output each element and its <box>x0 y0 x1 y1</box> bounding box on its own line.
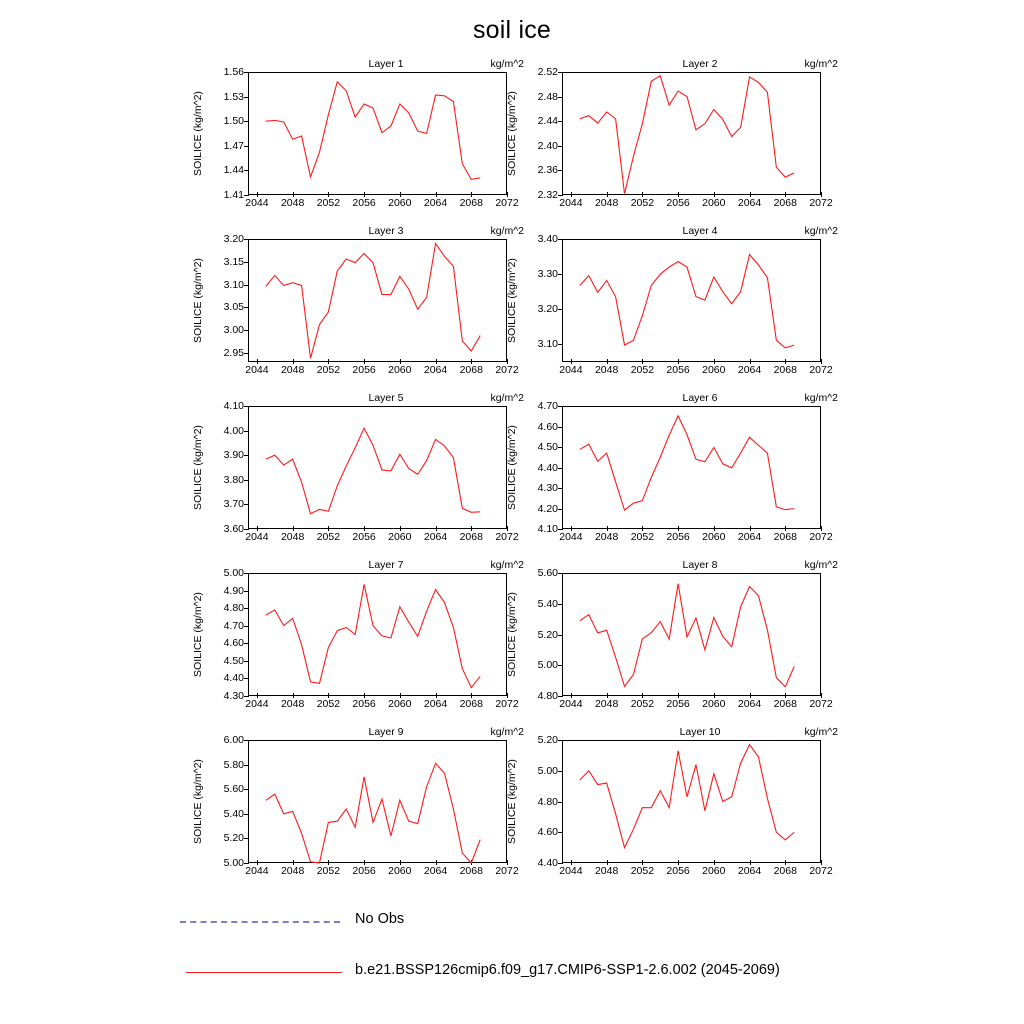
y-axis-label: SOILICE (kg/m^2) <box>192 759 204 844</box>
y-tick-label: 5.00 <box>223 567 244 579</box>
y-tick-label: 3.10 <box>223 278 244 291</box>
panel-title: Layer 10 <box>679 726 721 738</box>
x-tick-label: 2056 <box>352 865 376 877</box>
y-tick-label: 1.44 <box>223 164 244 177</box>
y-tick-labels <box>508 400 558 535</box>
x-tick-label: 2064 <box>423 698 448 710</box>
x-tick-labels <box>245 865 519 879</box>
y-tick-label: 4.50 <box>537 441 558 453</box>
series-line <box>248 740 507 863</box>
x-tick-mark <box>821 860 822 865</box>
series-line <box>248 72 507 195</box>
x-tick-labels <box>559 698 833 712</box>
panel-header <box>248 392 524 406</box>
chart-panel <box>508 225 838 392</box>
x-tick-label: 2056 <box>352 364 376 376</box>
panel-header <box>562 726 838 740</box>
y-tick-label: 1.47 <box>223 139 244 152</box>
y-tick-label: 3.30 <box>537 268 558 281</box>
y-tick-label: 4.90 <box>223 584 244 597</box>
run-line-swatch <box>186 972 342 973</box>
y-tick-label: 5.20 <box>537 734 558 746</box>
y-tick-label: 5.60 <box>223 783 244 796</box>
y-tick-mark <box>558 863 563 864</box>
x-tick-label: 2060 <box>702 364 726 376</box>
x-tick-label: 2044 <box>559 531 583 543</box>
x-tick-label: 2052 <box>316 865 341 877</box>
chart-panel <box>194 392 524 559</box>
y-axis-label: SOILICE (kg/m^2) <box>192 592 204 677</box>
y-tick-label: 4.40 <box>537 857 558 869</box>
series-line <box>248 573 507 696</box>
x-tick-label: 2056 <box>352 531 376 543</box>
x-tick-label: 2068 <box>459 865 483 877</box>
x-tick-label: 2064 <box>423 531 448 543</box>
y-tick-label: 4.30 <box>537 482 558 494</box>
x-tick-label: 2064 <box>737 531 762 543</box>
x-tick-label: 2068 <box>459 531 483 543</box>
x-tick-label: 2044 <box>559 698 583 710</box>
x-tick-label: 2068 <box>773 197 797 209</box>
y-tick-labels <box>194 734 244 869</box>
x-tick-label: 2068 <box>773 364 797 376</box>
series-line <box>562 72 821 195</box>
y-tick-label: 5.80 <box>223 758 244 771</box>
x-tick-label: 2048 <box>594 698 619 710</box>
x-tick-label: 2064 <box>423 197 448 209</box>
y-tick-label: 2.52 <box>537 66 558 78</box>
series-line <box>248 406 507 529</box>
x-tick-label: 2052 <box>316 531 341 543</box>
x-tick-label: 2060 <box>702 865 726 877</box>
y-tick-label: 4.10 <box>223 400 244 412</box>
x-tick-label: 2048 <box>280 698 305 710</box>
y-axis-label: SOILICE (kg/m^2) <box>192 258 204 343</box>
x-tick-label: 2048 <box>280 531 305 543</box>
x-tick-labels <box>559 865 833 879</box>
y-tick-label: 5.60 <box>537 567 558 579</box>
series-line <box>562 406 821 529</box>
y-tick-label: 2.44 <box>537 115 558 128</box>
y-axis-label: SOILICE (kg/m^2) <box>506 592 518 677</box>
x-tick-label: 2044 <box>245 197 269 209</box>
y-tick-label: 4.80 <box>537 795 558 808</box>
y-axis-label: SOILICE (kg/m^2) <box>506 258 518 343</box>
x-tick-label: 2072 <box>809 698 833 710</box>
x-tick-label: 2044 <box>559 865 583 877</box>
chart-panel <box>194 559 524 726</box>
y-tick-label: 4.60 <box>537 420 558 433</box>
y-tick-label: 4.40 <box>223 672 244 685</box>
series-line <box>248 239 507 362</box>
y-tick-label: 4.20 <box>537 502 558 515</box>
y-axis-label: SOILICE (kg/m^2) <box>506 425 518 510</box>
x-tick-label: 2060 <box>702 197 726 209</box>
y-tick-label: 1.50 <box>223 115 244 128</box>
x-tick-label: 2056 <box>666 865 690 877</box>
x-tick-label: 2048 <box>280 865 305 877</box>
x-tick-label: 2072 <box>809 531 833 543</box>
panel-header <box>248 225 524 239</box>
x-tick-label: 2048 <box>594 197 619 209</box>
y-tick-label: 5.00 <box>537 764 558 777</box>
y-tick-label: 3.90 <box>223 449 244 462</box>
y-tick-label: 3.40 <box>537 233 558 245</box>
y-tick-label: 3.20 <box>537 303 558 316</box>
x-tick-mark <box>821 192 822 197</box>
panel-title: Layer 7 <box>368 559 404 571</box>
x-tick-label: 2056 <box>352 197 376 209</box>
y-axis-label: SOILICE (kg/m^2) <box>192 425 204 510</box>
panel-header <box>562 559 838 573</box>
x-tick-label: 2052 <box>316 698 341 710</box>
y-tick-label: 2.32 <box>537 189 558 201</box>
panel-units: kg/m^2 <box>490 726 524 738</box>
x-tick-label: 2060 <box>702 698 726 710</box>
y-tick-labels <box>194 66 244 201</box>
y-tick-mark <box>558 696 563 697</box>
y-tick-label: 6.00 <box>223 734 244 746</box>
x-tick-label: 2056 <box>666 364 690 376</box>
x-tick-label: 2060 <box>388 197 412 209</box>
panel-units: kg/m^2 <box>804 392 838 404</box>
panel-header <box>562 58 838 72</box>
x-tick-label: 2052 <box>630 364 655 376</box>
x-tick-label: 2044 <box>245 865 269 877</box>
x-tick-label: 2064 <box>737 865 762 877</box>
page-title: soil ice <box>472 16 552 44</box>
y-tick-label: 1.41 <box>223 189 244 201</box>
y-tick-label: 2.36 <box>537 164 558 177</box>
x-tick-label: 2072 <box>495 364 519 376</box>
x-tick-label: 2072 <box>809 865 833 877</box>
x-tick-label: 2044 <box>559 197 583 209</box>
x-tick-label: 2052 <box>630 531 655 543</box>
panel-title: Layer 3 <box>368 225 404 237</box>
y-tick-labels <box>508 567 558 702</box>
x-tick-label: 2044 <box>245 698 269 710</box>
panel-header <box>562 225 838 239</box>
x-tick-label: 2060 <box>388 364 412 376</box>
series-line <box>562 573 821 696</box>
y-axis-label: SOILICE (kg/m^2) <box>506 91 518 176</box>
chart-panel <box>508 58 838 225</box>
panel-header <box>248 559 524 573</box>
x-tick-label: 2064 <box>737 197 762 209</box>
y-tick-label: 5.40 <box>537 597 558 610</box>
y-tick-label: 4.50 <box>223 654 244 667</box>
x-tick-label: 2060 <box>388 531 412 543</box>
y-tick-mark <box>558 529 563 530</box>
x-tick-label: 2072 <box>809 197 833 209</box>
x-tick-labels <box>559 197 833 211</box>
x-tick-label: 2048 <box>594 364 619 376</box>
series-line <box>562 740 821 863</box>
y-tick-mark <box>244 195 249 196</box>
y-tick-mark <box>244 529 249 530</box>
y-tick-label: 5.00 <box>223 857 244 869</box>
x-tick-labels <box>559 364 833 378</box>
panel-units: kg/m^2 <box>804 726 838 738</box>
x-tick-label: 2068 <box>773 698 797 710</box>
panel-header <box>562 392 838 406</box>
panel-title: Layer 4 <box>682 225 718 237</box>
x-tick-label: 2056 <box>666 531 690 543</box>
panel-header <box>248 726 524 740</box>
run-label: b.e21.BSSP126cmip6.f09_g17.CMIP6-SSP1-2.6.002 (2045-2069) <box>355 962 780 978</box>
y-tick-label: 3.10 <box>537 338 558 351</box>
x-tick-label: 2044 <box>245 364 269 376</box>
y-tick-label: 1.53 <box>223 90 244 103</box>
y-tick-label: 2.48 <box>537 90 558 103</box>
x-tick-label: 2064 <box>737 698 762 710</box>
chart-panel <box>194 225 524 392</box>
y-tick-labels <box>194 233 244 362</box>
x-tick-labels <box>559 531 833 545</box>
y-tick-label: 4.40 <box>537 461 558 474</box>
y-tick-label: 4.70 <box>537 400 558 412</box>
panel-units: kg/m^2 <box>804 559 838 571</box>
y-axis-label: SOILICE (kg/m^2) <box>506 759 518 844</box>
x-tick-label: 2060 <box>388 865 412 877</box>
y-tick-labels <box>508 734 558 869</box>
y-tick-label: 4.30 <box>223 690 244 702</box>
y-tick-labels <box>508 233 558 362</box>
panel-title: Layer 9 <box>368 726 404 738</box>
y-tick-label: 3.15 <box>223 255 244 268</box>
x-tick-label: 2060 <box>388 698 412 710</box>
x-tick-label: 2052 <box>630 197 655 209</box>
y-tick-label: 4.10 <box>537 523 558 535</box>
x-tick-label: 2052 <box>316 197 341 209</box>
x-tick-label: 2048 <box>594 865 619 877</box>
y-tick-label: 2.95 <box>223 346 244 359</box>
x-tick-labels <box>245 364 519 378</box>
y-tick-label: 4.80 <box>537 690 558 702</box>
x-tick-label: 2068 <box>459 698 483 710</box>
panel-title: Layer 5 <box>368 392 404 404</box>
x-tick-label: 2068 <box>773 531 797 543</box>
chart-panel <box>508 726 838 893</box>
x-tick-label: 2048 <box>280 364 305 376</box>
x-tick-label: 2072 <box>495 865 519 877</box>
series-line <box>562 239 821 362</box>
panel-units: kg/m^2 <box>804 225 838 237</box>
panel-title: Layer 6 <box>682 392 718 404</box>
x-tick-mark <box>821 526 822 531</box>
y-tick-label: 3.00 <box>223 324 244 337</box>
panel-units: kg/m^2 <box>490 392 524 404</box>
x-tick-label: 2044 <box>559 364 583 376</box>
y-tick-mark <box>558 195 563 196</box>
y-tick-label: 4.00 <box>223 424 244 437</box>
chart-panel <box>508 392 838 559</box>
no-obs-label: No Obs <box>355 911 405 927</box>
x-tick-labels <box>245 698 519 712</box>
y-tick-label: 5.20 <box>537 628 558 641</box>
x-tick-label: 2072 <box>495 197 519 209</box>
y-tick-label: 3.60 <box>223 523 244 535</box>
chart-panel <box>508 559 838 726</box>
x-tick-label: 2048 <box>280 197 305 209</box>
x-tick-label: 2060 <box>702 531 726 543</box>
x-tick-label: 2052 <box>316 364 341 376</box>
y-tick-labels <box>508 66 558 201</box>
no-obs-line-swatch <box>180 921 340 923</box>
y-tick-label: 1.56 <box>223 66 244 78</box>
y-tick-label: 4.60 <box>537 826 558 839</box>
panel-units: kg/m^2 <box>490 559 524 571</box>
y-tick-label: 3.70 <box>223 498 244 511</box>
panel-title: Layer 2 <box>682 58 718 70</box>
panel-header <box>248 58 524 72</box>
x-tick-label: 2064 <box>423 364 448 376</box>
x-tick-label: 2052 <box>630 865 655 877</box>
x-tick-label: 2056 <box>666 698 690 710</box>
panel-units: kg/m^2 <box>490 58 524 70</box>
x-tick-label: 2044 <box>245 531 269 543</box>
panel-title: Layer 8 <box>682 559 718 571</box>
y-tick-label: 4.70 <box>223 619 244 632</box>
x-tick-label: 2064 <box>423 865 448 877</box>
x-tick-label: 2068 <box>459 364 483 376</box>
legend-run <box>0 958 1024 988</box>
x-tick-mark <box>821 693 822 698</box>
y-tick-label: 5.40 <box>223 807 244 820</box>
x-tick-mark <box>821 359 822 364</box>
x-tick-label: 2056 <box>666 197 690 209</box>
y-tick-label: 5.00 <box>537 659 558 672</box>
x-tick-label: 2052 <box>630 698 655 710</box>
x-tick-label: 2068 <box>459 197 483 209</box>
x-tick-label: 2072 <box>495 698 519 710</box>
y-tick-label: 3.05 <box>223 301 244 314</box>
panel-title: Layer 1 <box>368 58 404 70</box>
x-tick-label: 2072 <box>495 531 519 543</box>
y-tick-label: 5.20 <box>223 832 244 845</box>
y-axis-label: SOILICE (kg/m^2) <box>192 91 204 176</box>
x-tick-label: 2048 <box>594 531 619 543</box>
x-tick-label: 2072 <box>809 364 833 376</box>
y-tick-label: 3.20 <box>223 233 244 245</box>
x-tick-label: 2064 <box>737 364 762 376</box>
x-tick-labels <box>245 531 519 545</box>
legend-no-obs <box>0 906 1024 936</box>
y-tick-label: 3.80 <box>223 473 244 486</box>
panel-units: kg/m^2 <box>804 58 838 70</box>
y-tick-labels <box>194 400 244 535</box>
y-tick-mark <box>244 863 249 864</box>
x-tick-label: 2056 <box>352 698 376 710</box>
chart-panel <box>194 58 524 225</box>
x-tick-labels <box>245 197 519 211</box>
chart-panel <box>194 726 524 893</box>
panel-units: kg/m^2 <box>490 225 524 237</box>
y-tick-mark <box>244 696 249 697</box>
y-tick-label: 4.80 <box>223 602 244 615</box>
x-tick-label: 2068 <box>773 865 797 877</box>
y-tick-label: 2.40 <box>537 139 558 152</box>
y-tick-label: 4.60 <box>223 637 244 650</box>
y-tick-labels <box>194 567 244 702</box>
